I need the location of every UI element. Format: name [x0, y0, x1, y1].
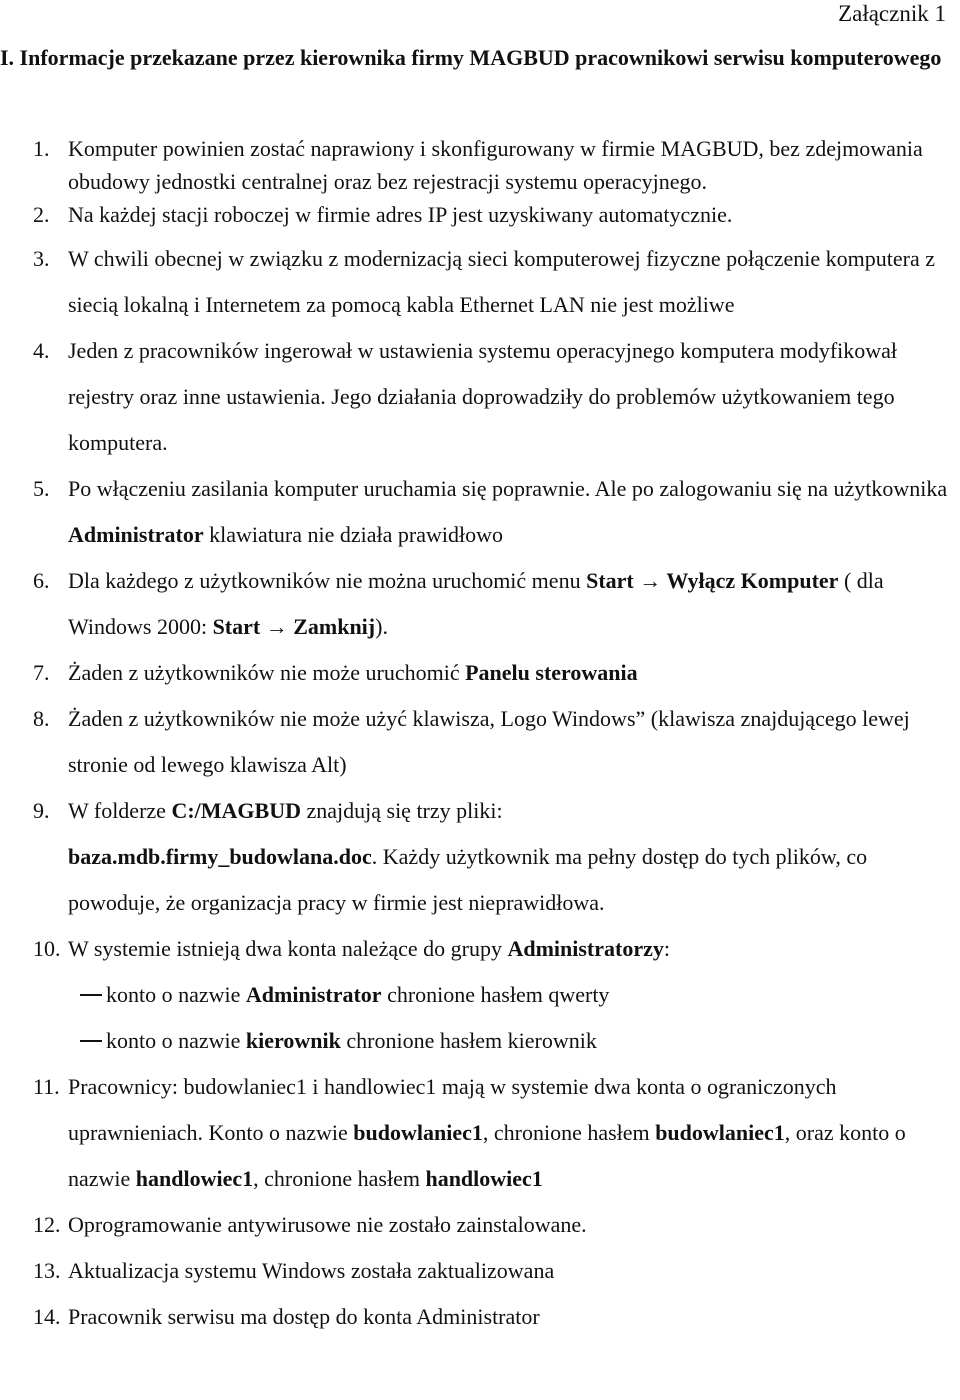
list-item-11	[0, 1064, 955, 1202]
item-text: , chronione hasłem	[253, 1166, 426, 1191]
item-text: chronione hasłem kierownik	[340, 1028, 597, 1053]
item-bold: baza.mdb.firmy_budowlana.doc	[68, 844, 372, 869]
item-text: znajdują się trzy pliki:	[300, 798, 503, 823]
item-number: 12.	[33, 1212, 61, 1237]
item-number: 9.	[33, 798, 50, 823]
list-item-2	[0, 198, 955, 231]
list-item-6	[0, 558, 955, 650]
list-item-8	[0, 696, 955, 788]
item-text: , oraz konto o nazwie	[68, 1120, 906, 1191]
item-text: Aktualizacja systemu Windows została zaktualizowana	[68, 1258, 555, 1283]
info-list	[0, 132, 955, 1340]
item-bold: budowlaniec1	[353, 1120, 483, 1145]
item-number: 7.	[33, 660, 50, 685]
item-bold: Panelu sterowania	[465, 660, 638, 685]
item-number: 10.	[33, 936, 61, 961]
list-item-12	[0, 1202, 955, 1248]
item-text: ( dla Windows 2000:	[68, 568, 884, 639]
list-item-1	[0, 132, 955, 198]
list-item-9	[0, 788, 955, 926]
dash-bullet	[80, 994, 102, 996]
list-item-5	[0, 466, 955, 558]
item-bold: kierownik	[245, 1028, 341, 1053]
item-number: 8.	[33, 706, 50, 731]
item-number: 3.	[33, 246, 50, 271]
list-item-4	[0, 328, 955, 466]
list-item-13	[0, 1248, 955, 1294]
item-text: Oprogramowanie antywirusowe nie zostało zainstalowane.	[68, 1212, 587, 1237]
item-text: Komputer powinien zostać naprawiony i skonfigurowany w firmie MAGBUD, bez zdejmowania obudowy jednostki centralnej oraz bez rejestracji systemu operacyjnego.	[68, 136, 923, 194]
item-bold: Administratorzy	[507, 936, 664, 961]
list-item-14	[0, 1294, 955, 1340]
item-text: Dla każdego z użytkowników nie można uruchomić menu	[68, 568, 587, 593]
item-bold: handlowiec1	[135, 1166, 254, 1191]
item-number: 2.	[33, 202, 50, 227]
sub-item-2	[0, 1018, 955, 1064]
item-number: 5.	[33, 476, 50, 501]
item-text: W chwili obecnej w związku z modernizacją sieci komputerowej fizyczne połączenie komputera z siecią lokalną i Internetem za pomocą kabla Ethernet LAN nie jest możliwe	[68, 246, 935, 317]
item-text: konto o nazwie	[106, 1028, 246, 1053]
annex-label: Załącznik 1	[838, 1, 946, 26]
list-item-10	[0, 926, 955, 972]
item-text: Pracownik serwisu ma dostęp do konta Administrator	[68, 1304, 540, 1329]
item-text: W folderze	[68, 798, 172, 823]
item-bold: C:/MAGBUD	[171, 798, 301, 823]
item-text: klawiatura nie działa prawidłowo	[203, 522, 503, 547]
sub-item-1	[0, 972, 955, 1018]
item-bold: Administrator	[245, 982, 382, 1007]
item-number: 11.	[33, 1074, 60, 1099]
item-text: W systemie istnieją dwa konta należące do grupy	[68, 936, 508, 961]
section-heading: I. Informacje przekazane przez kierownika firmy MAGBUD pracownikowi serwisu komputerowego	[0, 45, 942, 70]
item-bold: budowlaniec1	[655, 1120, 785, 1145]
item-text: Żaden z użytkowników nie może użyć klawisza, Logo Windows” (klawisza znajdującego lewej stronie od lewego klawisza Alt)	[68, 706, 910, 777]
item-text: Żaden z użytkowników nie może uruchomić	[68, 660, 466, 685]
item-text: , chronione hasłem	[482, 1120, 656, 1145]
item-number: 6.	[33, 568, 50, 593]
item-bold: Administrator	[68, 522, 204, 547]
list-item-3	[0, 236, 955, 328]
item-text: konto o nazwie	[106, 982, 246, 1007]
item-text: chronione hasłem qwerty	[381, 982, 610, 1007]
item-bold: Start → Zamknij	[212, 614, 376, 639]
item-text: :	[663, 936, 670, 961]
item-number: 13.	[33, 1258, 61, 1283]
dash-bullet	[80, 1040, 102, 1042]
item-text: Jeden z pracowników ingerował w ustawienia systemu operacyjnego komputera modyfikował rejestry oraz inne ustawienia. Jego działania doprowadziły do problemów użytkowaniem tego komputera.	[68, 338, 898, 455]
list-item-7	[0, 650, 955, 696]
item-number: 4.	[33, 338, 50, 363]
item-number: 1.	[33, 136, 50, 161]
item-bold: handlowiec1	[425, 1166, 543, 1191]
item-bold: Start → Wyłącz Komputer	[586, 568, 839, 593]
item-number: 14.	[33, 1304, 61, 1329]
item-text: . Każdy użytkownik ma pełny dostęp do tych plików, co powoduje, że organizacja pracy w firmie jest nieprawidłowa.	[68, 844, 868, 915]
item-text: Pracownicy: budowlaniec1 i handlowiec1 mają w systemie dwa konta o ograniczonych uprawnieniach. Konto o nazwie	[68, 1074, 837, 1145]
item-text: ).	[375, 614, 388, 639]
item-text: Na każdej stacji roboczej w firmie adres IP jest uzyskiwany automatycznie.	[68, 202, 733, 227]
item-text: Po włączeniu zasilania komputer uruchamia się poprawnie. Ale po zalogowaniu się na użytkownika	[68, 476, 948, 501]
